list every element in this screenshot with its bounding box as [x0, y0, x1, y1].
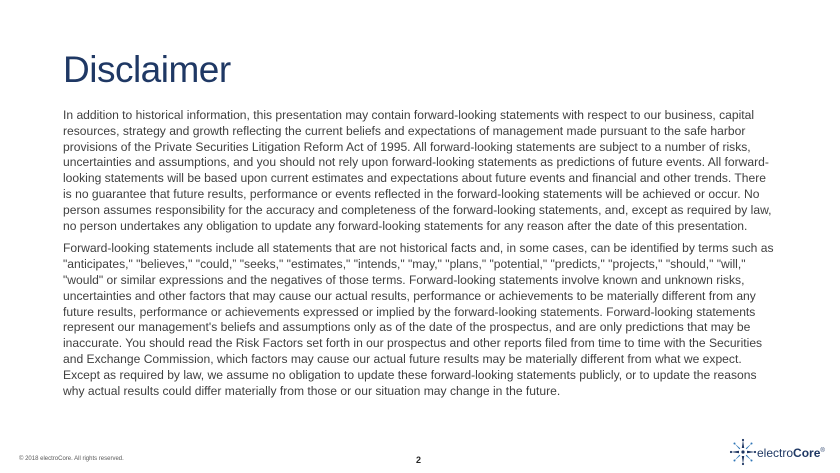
page-number: 2 [416, 455, 422, 465]
logo-word-light: electro [757, 446, 794, 460]
logo-wordmark [757, 446, 825, 460]
starburst-logo-icon [729, 438, 757, 466]
slide-title: Disclaimer [63, 49, 231, 90]
disclaimer-paragraph: In addition to historical information, this presentation may contain forward-looking statements with respect to our business, capital resources, strategy and growth reflecting the current beliefs and expectations of management made pursuant to the safe harbor provisions of the Private Securities Litigation Reform Act of 1995. All forward-looking statements are subject to a number of risks, uncertainties and assumptions, and you should not rely upon forward-looking statements as predictions of future events. All forward-looking statements will be based upon current estimates and expectations about future events and financial and other trends. There is no guarantee that future results, performance or events reflected in the forward-looking statements will be achieved or occur. No person assumes responsibility for the accuracy and completeness of the forward-looking statements, and, except as required by law, no person undertakes any obligation to update any forward-looking statements for any reason after the date of this presentation. [63, 108, 772, 233]
logo-trademark: ® [820, 448, 825, 454]
company-logo [729, 438, 829, 466]
logo-word-bold: Core [793, 446, 821, 460]
disclaimer-body [63, 108, 775, 406]
footer-copyright: © 2018 electroCore. All rights reserved. [19, 456, 124, 462]
disclaimer-paragraph: Forward-looking statements include all statements that are not historical facts and, in some cases, can be identified by terms such as "anticipates," "believes," "could,” "seeks," "estimates," "intends," "may," "plans," "potential," "predicts," "projects," "should," "will," "would" or similar expressions and the negatives of those terms. Forward-looking statements involve known and unknown risks, uncertainties and other factors that may cause our actual results, performance or achievements to be materially different from any future results, performance or achievements expressed or implied by the forward-looking statements. Forward-looking statements represent our management's beliefs and assumptions only as of the date of the prospectus, and are only predictions that may be inaccurate. You should read the Risk Factors set forth in our prospectus and other reports filed from time to time with the Securities and Exchange Commission, which factors may cause our actual future results may be materially different from what we expect. Except as required by law, we assume no obligation to update these forward-looking statements publicly, or to update the reasons why actual results could differ materially from those or our situation may change in the future. [63, 241, 774, 398]
